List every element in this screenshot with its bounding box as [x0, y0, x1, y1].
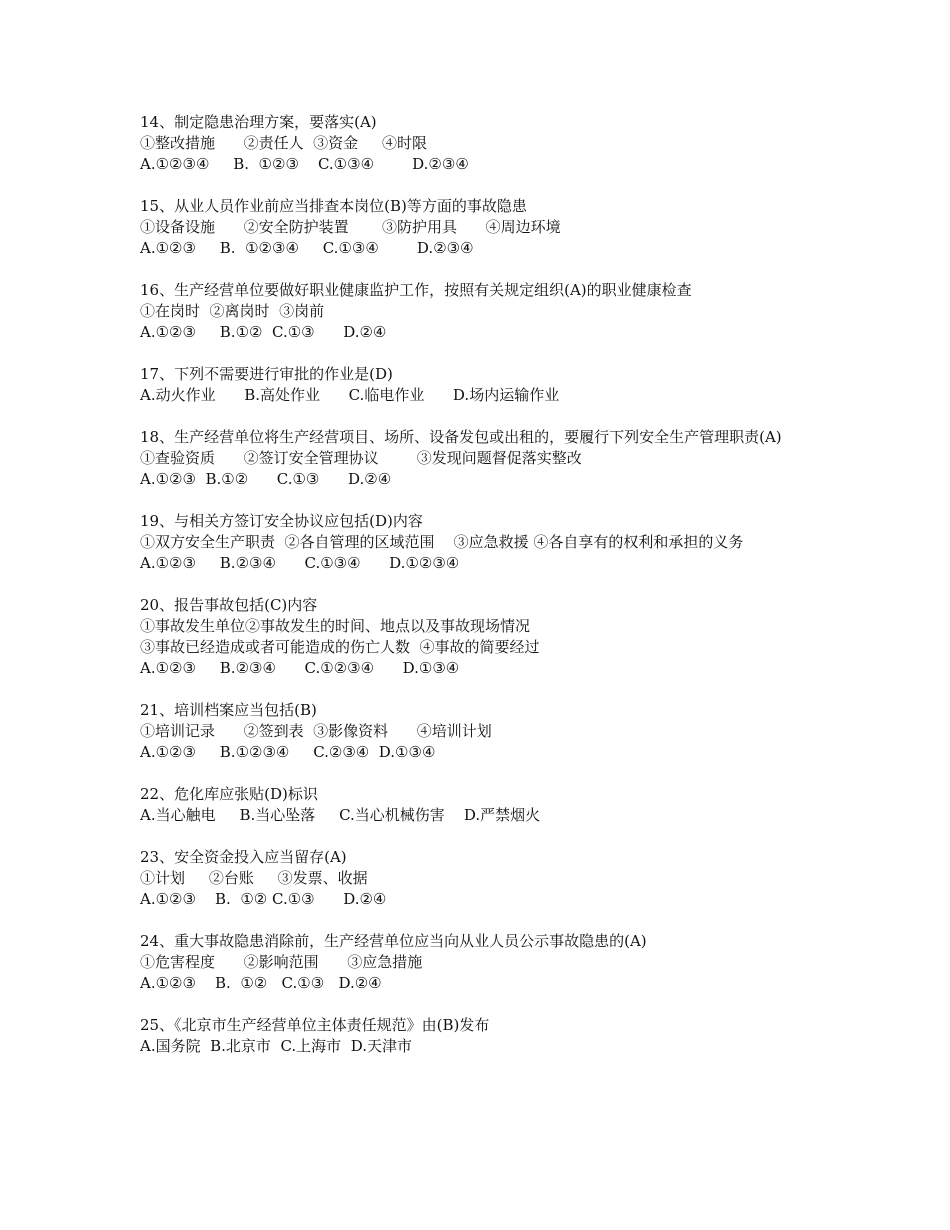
- question-option-line: ①事故发生单位②事故发生的时间、地点以及事故现场情况: [140, 617, 531, 635]
- question-option-line: A.当心触电 B.当心坠落 C.当心机械伤害 D.严禁烟火: [140, 806, 541, 824]
- question-text: 20、报告事故包括(C)内容: [140, 596, 318, 614]
- question-text: 25、《北京市生产经营单位主体责任规范》由(B)发布: [140, 1016, 490, 1034]
- question-option-line: A.动火作业 B.高处作业 C.临电作业 D.场内运输作业: [140, 386, 560, 404]
- question-option-line: ①危害程度 ②影响范围 ③应急措施: [140, 953, 423, 971]
- question-block: [140, 595, 830, 679]
- question-option-line: A.①②③ B.①② C.①③ D.②④: [140, 470, 392, 488]
- question-block: [140, 931, 830, 994]
- question-option-line: ①在岗时 ②离岗时 ③岗前: [140, 302, 325, 320]
- question-option-line: ①整改措施 ②责任人 ③资金 ④时限: [140, 134, 427, 152]
- question-option-line: A.国务院 B.北京市 C.上海市 D.天津市: [140, 1037, 412, 1055]
- document-page: [140, 112, 830, 1078]
- question-text: 19、与相关方签订安全协议应包括(D)内容: [140, 512, 423, 530]
- question-option-line: A.①②③ B.②③④ C.①②③④ D.①③④: [140, 659, 460, 677]
- question-block: [140, 364, 830, 406]
- question-block: [140, 196, 830, 259]
- question-option-line: ①双方安全生产职责 ②各自管理的区域范围 ③应急救援 ④各自享有的权利和承担的义务: [140, 533, 744, 551]
- question-text: 24、重大事故隐患消除前，生产经营单位应当向从业人员公示事故隐患的(A): [140, 932, 647, 950]
- question-option-line: ①计划 ②台账 ③发票、收据: [140, 869, 368, 887]
- question-text: 14、制定隐患治理方案，要落实(A): [140, 113, 377, 131]
- question-option-line: A.①②③ B. ①② C.①③ D.②④: [140, 974, 382, 992]
- question-block: [140, 280, 830, 343]
- question-block: [140, 112, 830, 175]
- question-option-line: A.①②③④ B. ①②③ C.①③④ D.②③④: [140, 155, 469, 173]
- question-option-line: A.①②③ B.①②③④ C.②③④ D.①③④: [140, 743, 436, 761]
- question-option-line: A.①②③ B.②③④ C.①③④ D.①②③④: [140, 554, 460, 572]
- question-block: [140, 427, 830, 490]
- question-text: 22、危化库应张贴(D)标识: [140, 785, 318, 803]
- question-text: 23、安全资金投入应当留存(A): [140, 848, 347, 866]
- question-option-line: ①查验资质 ②签订安全管理协议 ③发现问题督促落实整改: [140, 449, 582, 467]
- question-text: 18、生产经营单位将生产经营项目、场所、设备发包或出租的，要履行下列安全生产管理职责(A): [140, 428, 782, 446]
- question-text: 16、生产经营单位要做好职业健康监护工作，按照有关规定组织(A)的职业健康检查: [140, 281, 692, 299]
- question-text: 17、下列不需要进行审批的作业是(D): [140, 365, 393, 383]
- question-option-line: A.①②③ B.①② C.①③ D.②④: [140, 323, 387, 341]
- question-option-line: ①培训记录 ②签到表 ③影像资料 ④培训计划: [140, 722, 492, 740]
- question-option-line: ①设备设施 ②安全防护装置 ③防护用具 ④周边环境: [140, 218, 561, 236]
- question-text: 15、从业人员作业前应当排查本岗位(B)等方面的事故隐患: [140, 197, 527, 215]
- question-block: [140, 784, 830, 826]
- question-text: 21、培训档案应当包括(B): [140, 701, 317, 719]
- question-option-line: ③事故已经造成或者可能造成的伤亡人数 ④事故的简要经过: [140, 638, 540, 656]
- question-block: [140, 1015, 830, 1057]
- question-option-line: A.①②③ B. ①②③④ C.①③④ D.②③④: [140, 239, 474, 257]
- question-block: [140, 847, 830, 910]
- question-block: [140, 511, 830, 574]
- question-block: [140, 700, 830, 763]
- question-option-line: A.①②③ B. ①② C.①③ D.②④: [140, 890, 387, 908]
